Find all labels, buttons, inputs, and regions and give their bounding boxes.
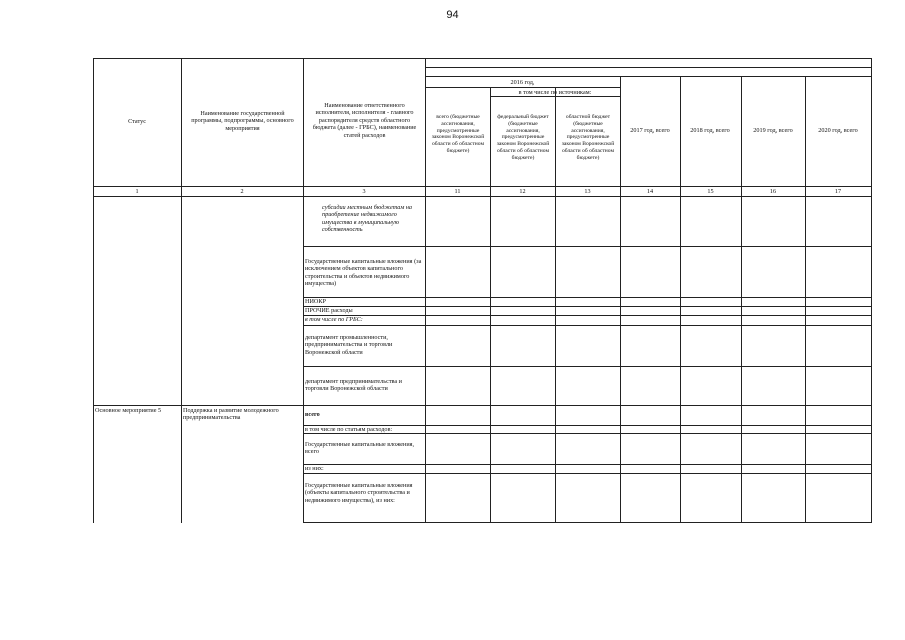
table-border-top — [93, 58, 872, 59]
col-border — [680, 76, 681, 523]
row-line — [303, 473, 872, 474]
header-year-2016: 2016 год, — [510, 79, 535, 86]
header-col17: 2020 год, всего — [818, 127, 858, 134]
row-niokr: НИОКР — [305, 298, 326, 305]
row-subsidies: субсидии местным бюджетам на приобретение недвижимого имущества в муниципальную собственность — [322, 204, 413, 234]
page-number: 94 — [446, 9, 459, 21]
row-line — [303, 366, 872, 367]
row-total: всего — [305, 411, 320, 418]
row-capital-total: Государственные капитальные вложения, всего — [305, 441, 415, 456]
colnum: 14 — [646, 188, 654, 195]
row-by-expense-items: в том числе по статьям расходов: — [305, 426, 393, 433]
col-border — [490, 87, 491, 523]
header-bottom-line — [93, 186, 872, 187]
colnum: 15 — [707, 188, 714, 195]
header-col14: 2017 год, всего — [630, 127, 670, 134]
header-executor-name: Наименование ответственного исполнителя, исполнителя - главного распорядителя средств областного бюджета (далее - ГРБС), наименование статей расходов — [312, 102, 417, 139]
row-line — [93, 405, 872, 406]
header-subline — [425, 67, 872, 68]
col-border — [555, 87, 556, 523]
col-border — [93, 58, 94, 523]
header-col13: областной бюджет (бюджетные ассигнования, предусмотренные законом Воронежской области об областном бюджете) — [561, 114, 615, 161]
col-border — [741, 76, 742, 523]
header-subline — [425, 87, 620, 88]
row-other-expenses: ПРОЧИЕ расходы — [305, 307, 353, 314]
col-border-right — [871, 58, 872, 523]
header-status: Статус — [128, 118, 146, 125]
col-border — [805, 76, 806, 523]
col-border — [181, 58, 182, 523]
colnum: 1 — [135, 188, 139, 195]
colnum: 17 — [834, 188, 842, 195]
header-program-name: Наименование государственной программы, подпрограммы, основного мероприятия — [191, 110, 294, 132]
colnum: 13 — [584, 188, 591, 195]
col-border — [303, 58, 304, 523]
main-activity-name: Поддержка и развитие молодежного предпринимательства — [183, 407, 279, 422]
colnum: 11 — [454, 188, 461, 195]
colnum: 16 — [769, 188, 777, 195]
colnum: 2 — [240, 188, 244, 195]
row-line — [303, 325, 872, 326]
header-by-sources: в том числе по источникам: — [518, 89, 592, 96]
row-capital-construction: Государственные капитальные вложения (объекты капитального строительства и недвижимого имущества), из них: — [305, 482, 413, 504]
header-col12: федеральный бюджет (бюджетные ассигнования, предусмотренные законом Воронежской области об областном бюджете) — [496, 114, 550, 161]
col-border — [620, 76, 621, 523]
header-col16: 2019 год, всего — [753, 127, 793, 134]
colnum: 3 — [362, 188, 366, 195]
colnum: 12 — [519, 188, 526, 195]
colnum-bottom-line — [93, 196, 872, 197]
col-border — [425, 58, 426, 523]
row-line — [303, 246, 872, 247]
row-of-them: из них: — [305, 465, 324, 472]
header-col11: всего (бюджетные ассигнования, предусмотренные законом Воронежской области об областном бюджете) — [431, 114, 485, 154]
row-by-grbs: в том числе по ГРБС: — [305, 316, 363, 323]
header-col15: 2018 год, всего — [690, 127, 730, 134]
main-activity-status: Основное мероприятие 5 — [95, 407, 162, 414]
row-dept-entrepreneurship: департамент предпринимательства и торговли Воронежской области — [305, 378, 402, 393]
row-dept-industry: департамент промышленности, предпринимательства и торговли Воронежской области — [305, 334, 393, 356]
row-line — [303, 522, 872, 523]
row-capital-investments: Государственные капитальные вложения (за исключением объектов капитального строительства и объектов недвижимого имущества) — [305, 258, 422, 288]
